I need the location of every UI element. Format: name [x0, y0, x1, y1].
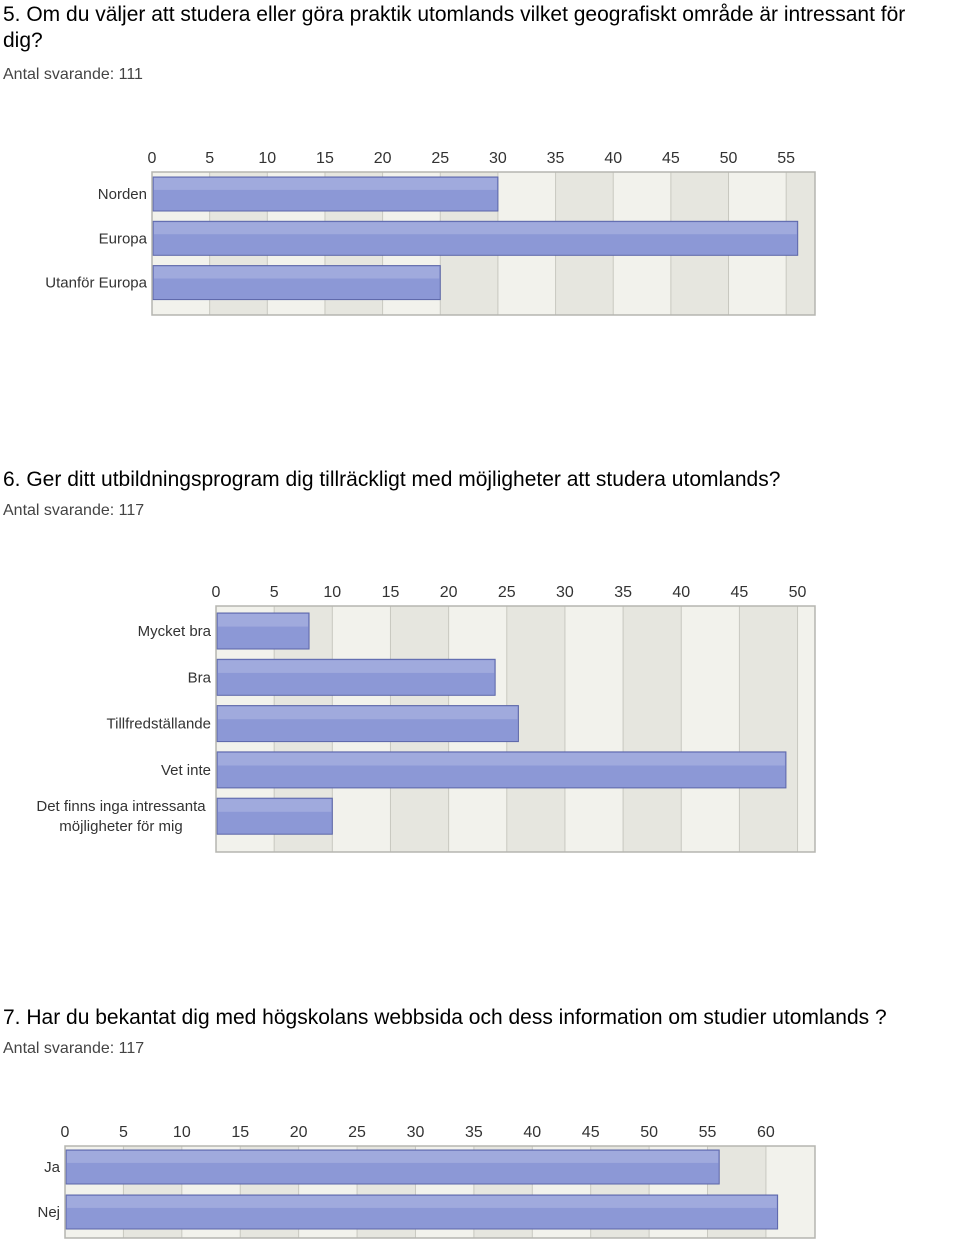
x-tick-label: 60 [757, 1124, 775, 1141]
x-tick-label: 10 [172, 1124, 191, 1141]
category-label: Bra [187, 669, 211, 687]
x-tick-label: 0 [147, 150, 157, 167]
x-tick-label: 35 [464, 1124, 483, 1141]
x-tick-label: 5 [205, 150, 215, 167]
x-tick-label: 50 [788, 584, 807, 601]
category-label: Det finns inga intressanta [36, 798, 206, 816]
bar-highlight [67, 1151, 718, 1163]
x-tick-label: 45 [730, 584, 749, 601]
category-label: Norden [97, 186, 147, 203]
question-6-title: 6. Ger ditt utbildningsprogram dig tillräckligt med möjligheter att studera utomlands? [3, 468, 781, 491]
bar-highlight [67, 1196, 777, 1208]
x-tick-label: 35 [546, 150, 565, 167]
x-tick-label: 40 [604, 150, 623, 167]
question-7-title: 7. Har du bekantat dig med högskolans webbsida och dess information om studier utomlands ? [3, 1006, 887, 1029]
category-label: Ja [44, 1159, 60, 1176]
x-tick-label: 55 [698, 1124, 717, 1141]
x-tick-label: 35 [614, 584, 632, 601]
x-tick-label: 30 [489, 150, 507, 167]
x-tick-label: 15 [381, 584, 400, 601]
x-tick-label: 30 [556, 584, 574, 601]
x-tick-label: 55 [777, 150, 796, 167]
x-tick-label: 40 [523, 1124, 542, 1141]
x-tick-label: 25 [348, 1124, 366, 1141]
question-6-respondents: Antal svarande: 117 [3, 502, 145, 519]
x-tick-label: 25 [497, 584, 516, 601]
x-tick-label: 20 [289, 1124, 308, 1141]
x-tick-label: 45 [581, 1124, 600, 1141]
category-label: möjligheter för mig [59, 818, 183, 836]
x-tick-label: 15 [316, 150, 334, 167]
category-label: Europa [98, 230, 147, 248]
x-tick-label: 5 [269, 584, 279, 601]
x-tick-label: 30 [406, 1124, 425, 1141]
x-tick-label: 20 [373, 150, 392, 167]
category-label: Nej [37, 1204, 60, 1221]
x-tick-label: 20 [439, 584, 458, 601]
x-tick-label: 10 [258, 150, 277, 167]
question-7-respondents: Antal svarande: 117 [3, 1040, 145, 1057]
x-tick-label: 10 [323, 584, 342, 601]
x-tick-label: 15 [231, 1124, 250, 1141]
question-5-respondents: Antal svarande: 111 [3, 66, 143, 83]
x-tick-label: 0 [211, 584, 221, 601]
x-tick-label: 5 [118, 1124, 128, 1141]
question-5-title-line2: dig? [3, 29, 43, 52]
x-tick-label: 40 [672, 584, 691, 601]
x-tick-label: 50 [719, 150, 738, 167]
category-label: Vet inte [160, 761, 211, 779]
x-tick-label: 0 [60, 1124, 70, 1141]
x-tick-label: 50 [640, 1124, 659, 1141]
question-5-title-line1: 5. Om du väljer att studera eller göra praktik utomlands vilket geografiskt område är intressant för [3, 3, 906, 26]
category-label: Utanför Europa [45, 274, 147, 292]
category-label: Mycket bra [137, 623, 211, 640]
x-tick-label: 25 [431, 150, 450, 167]
x-tick-label: 45 [661, 150, 680, 167]
category-label: Tillfredställande [106, 715, 211, 733]
